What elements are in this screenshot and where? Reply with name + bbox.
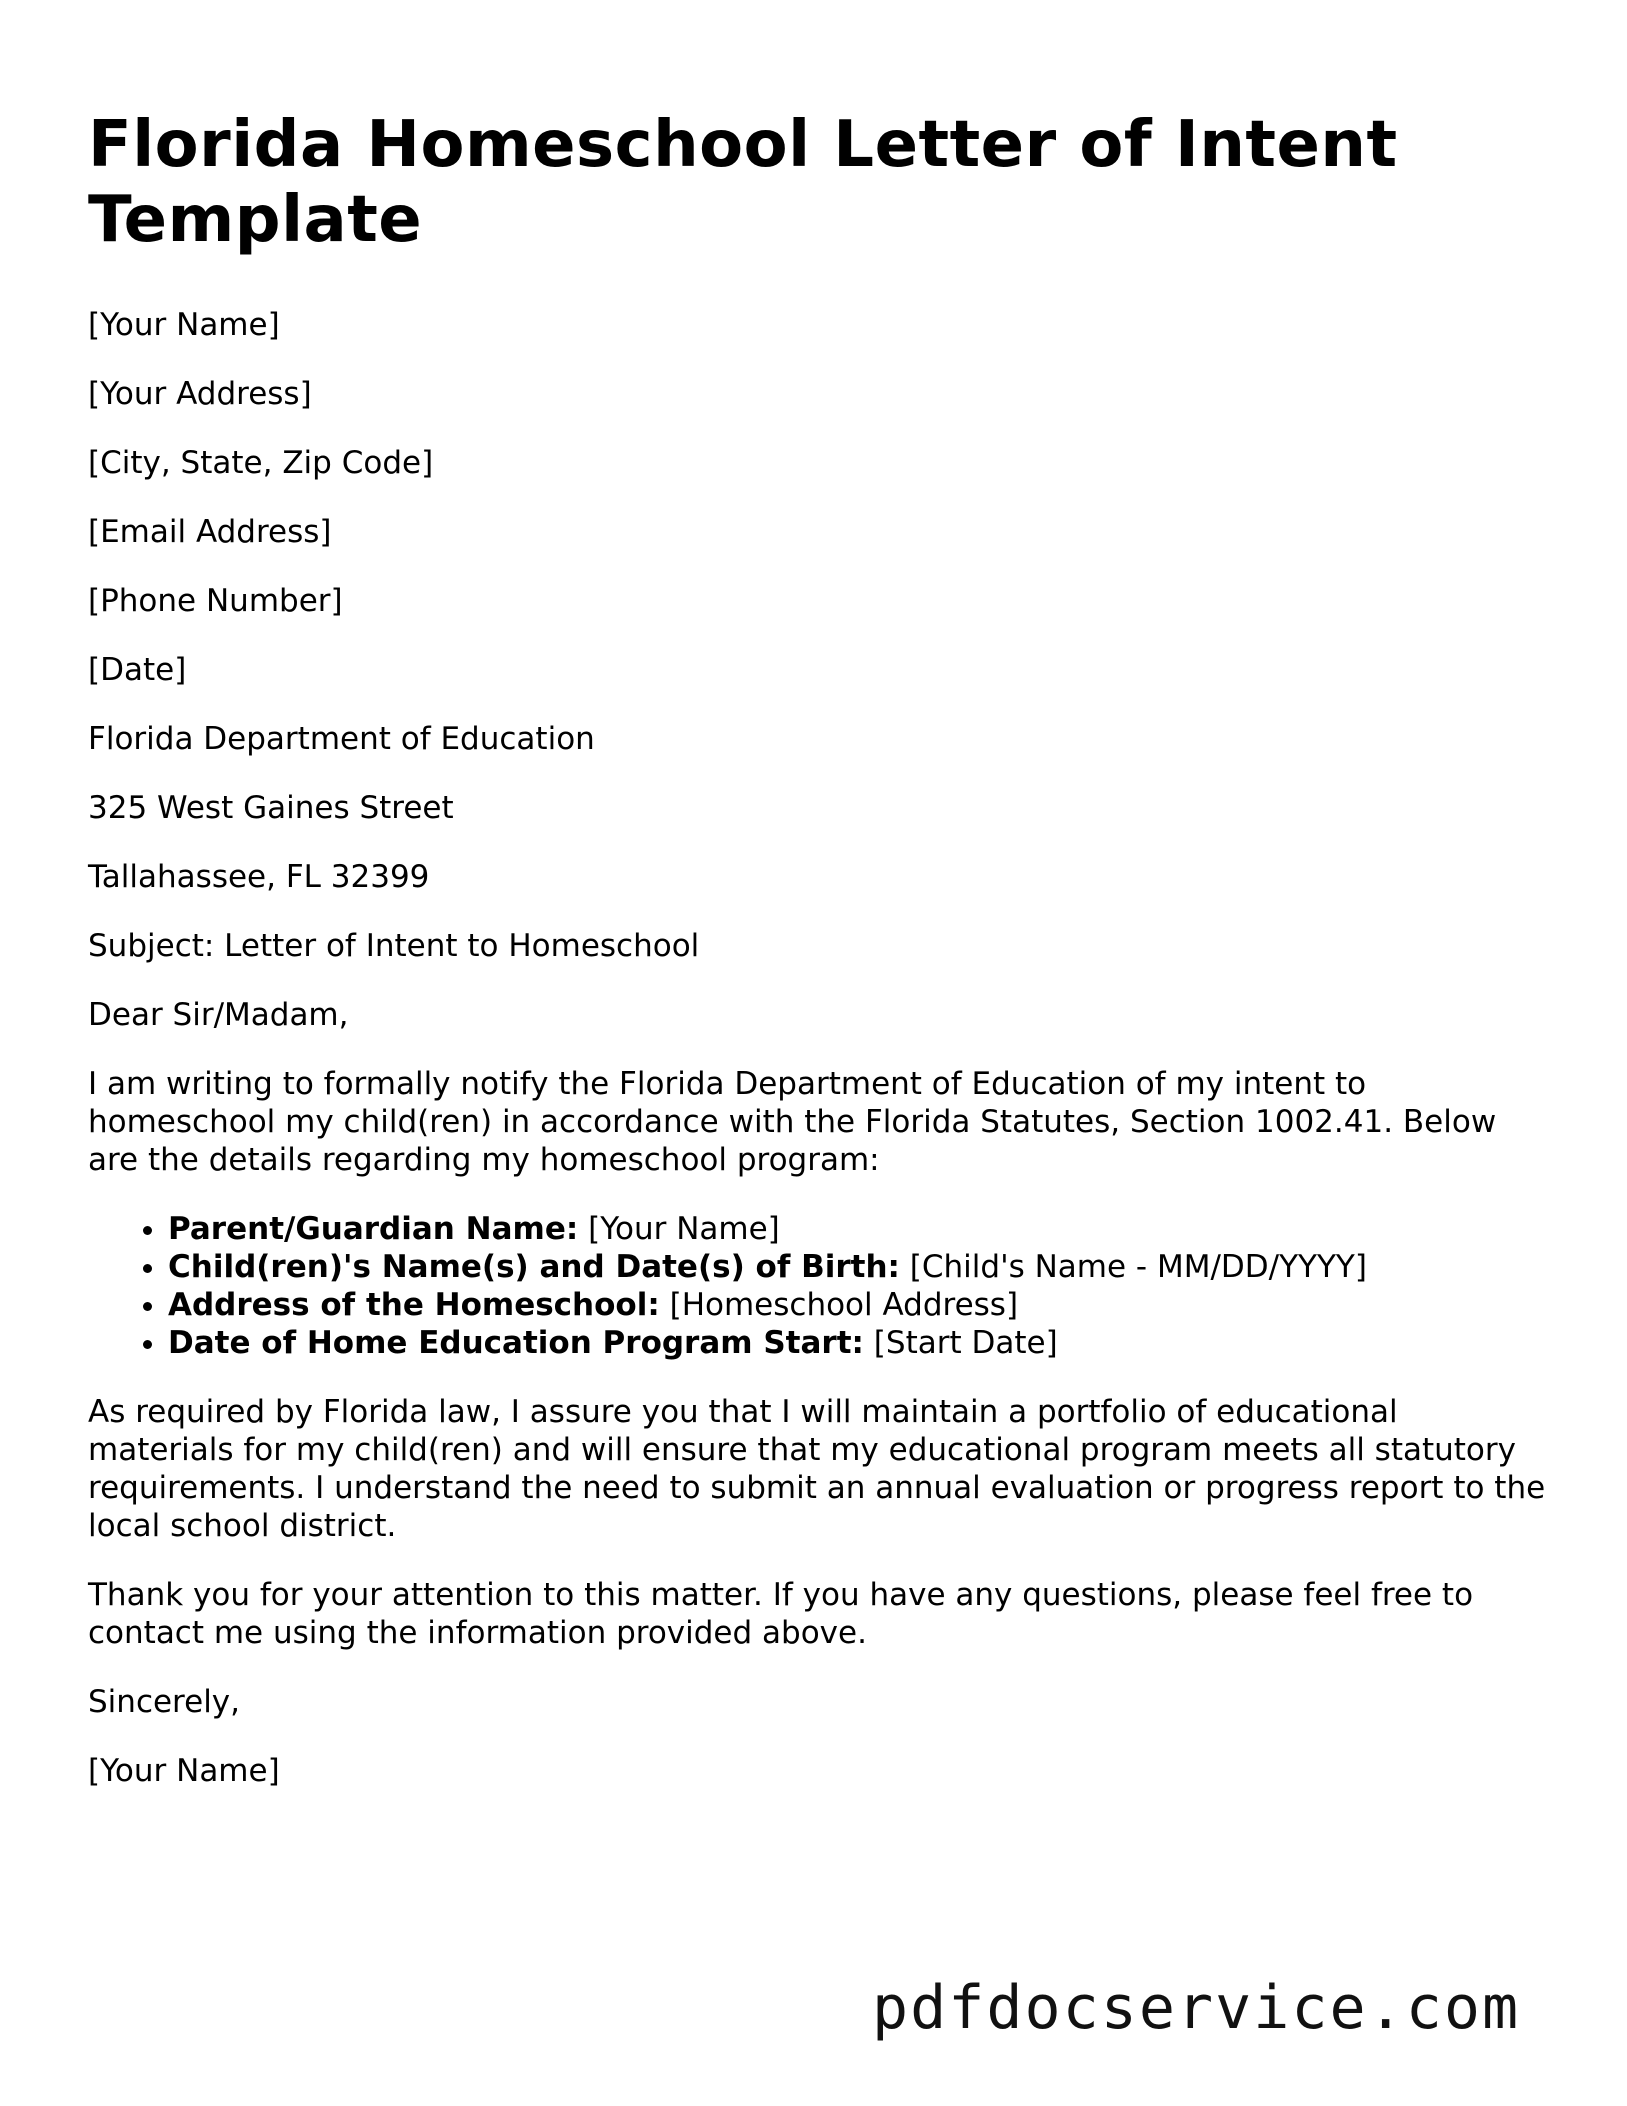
sender-address: [Your Address] — [88, 376, 312, 412]
assurance-paragraph: As required by Florida law, I assure you that I will maintain a portfolio of educational materials for my child(ren) and will ensure that my educational program meets all statutory requirements. I understand the need to submit an annual evaluation or progress report to the local school district. — [88, 1394, 1546, 1544]
intro-paragraph: I am writing to formally notify the Florida Department of Education of my intent to homeschool my child(ren) in accordance with the Florida Statutes, Section 1002.41. Below are the details regarding my homeschool program: — [88, 1066, 1497, 1178]
details-list — [88, 1210, 1548, 1362]
detail-item — [168, 1248, 1548, 1286]
detail-value: [Start Date] — [863, 1325, 1058, 1361]
signature-name: [Your Name] — [88, 1753, 280, 1789]
detail-item — [168, 1286, 1548, 1324]
signoff: Sincerely, — [88, 1684, 241, 1720]
document-title: Florida Homeschool Letter of Intent Template — [88, 108, 1398, 257]
recipient-city-state-zip: Tallahassee, FL 32399 — [88, 859, 430, 895]
detail-label: Parent/Guardian Name: — [168, 1211, 579, 1247]
detail-value: [Child's Name - MM/DD/YYYY] — [899, 1249, 1367, 1285]
subject-line: Subject: Letter of Intent to Homeschool — [88, 928, 700, 964]
detail-item — [168, 1210, 1548, 1248]
letter-page — [88, 108, 1548, 1821]
closing-paragraph: Thank you for your attention to this matter. If you have any questions, please feel free to contact me using the information provided above. — [88, 1577, 1474, 1651]
detail-value: [Homeschool Address] — [659, 1287, 1019, 1323]
detail-label: Address of the Homeschool: — [168, 1287, 660, 1323]
detail-label: Child(ren)'s Name(s) and Date(s) of Birth: — [168, 1249, 900, 1285]
watermark-text: pdfdocservice.com — [872, 1973, 1521, 2043]
sender-city-state-zip: [City, State, Zip Code] — [88, 445, 434, 481]
detail-value: [Your Name] — [578, 1211, 780, 1247]
recipient-street: 325 West Gaines Street — [88, 790, 454, 826]
detail-label: Date of Home Education Program Start: — [168, 1325, 864, 1361]
sender-phone: [Phone Number] — [88, 583, 343, 619]
letter-date: [Date] — [88, 652, 187, 688]
sender-email: [Email Address] — [88, 514, 332, 550]
recipient-organization: Florida Department of Education — [88, 721, 595, 757]
salutation: Dear Sir/Madam, — [88, 997, 349, 1033]
detail-item — [168, 1324, 1548, 1362]
sender-name: [Your Name] — [88, 307, 280, 343]
